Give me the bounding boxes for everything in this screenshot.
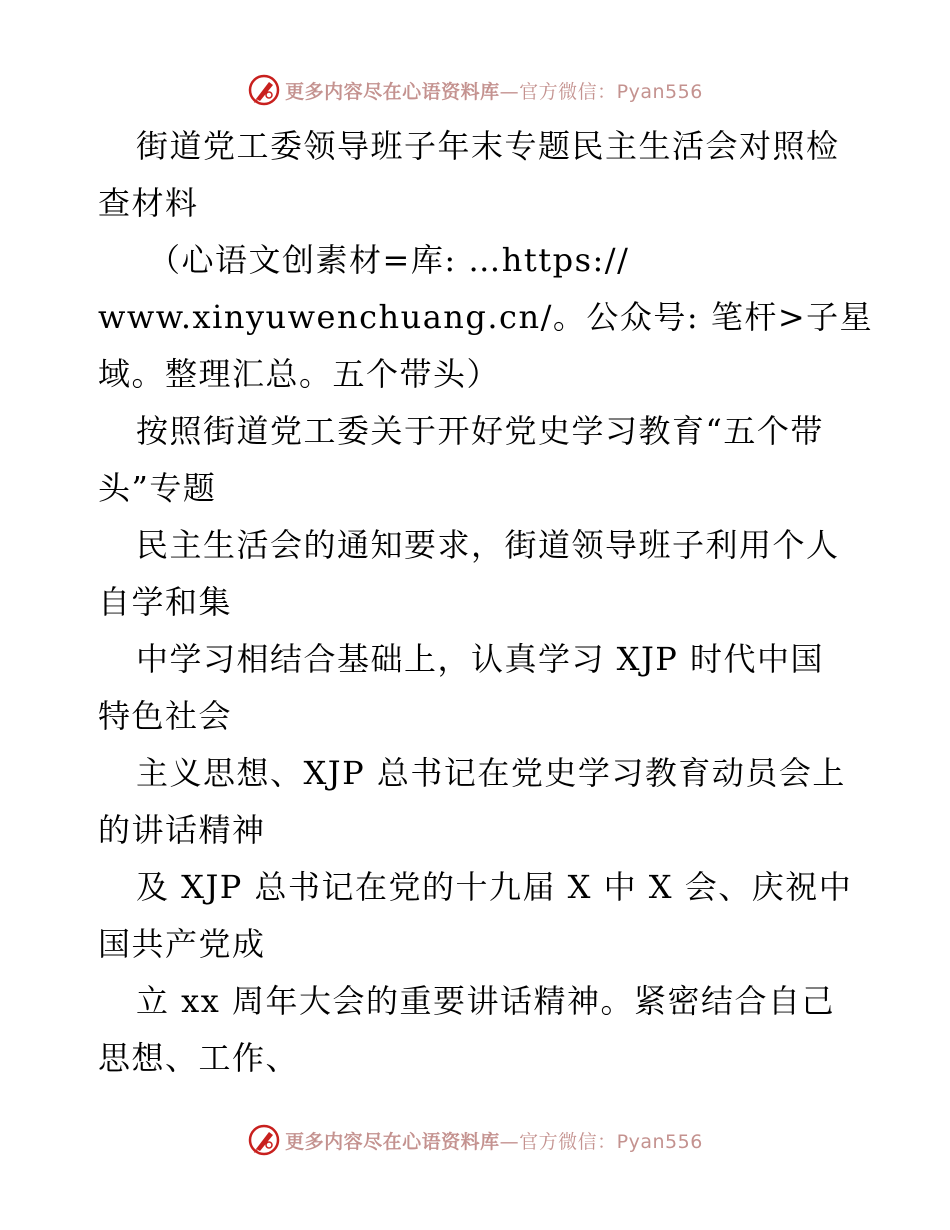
footer-watermark-banner <box>0 1120 950 1160</box>
document-text-line: 国共产党成 <box>98 925 266 963</box>
document-text-line: 主义思想、XJP 总书记在党史学习教育动员会上 <box>136 754 846 792</box>
document-text-line: 头”专题 <box>98 469 217 507</box>
pen-logo-icon <box>247 1123 281 1157</box>
document-text-line: 自学和集 <box>98 583 233 621</box>
document-text-line: （心语文创素材=库: …https:// <box>148 241 630 279</box>
document-text-line: 域。整理汇总。五个带头） <box>98 355 501 393</box>
document-title-line-2: 查材料 <box>98 184 199 222</box>
document-title-line-1: 街道党工委领导班子年末专题民主生活会对照检 <box>136 127 840 165</box>
header-watermark-banner <box>0 70 950 110</box>
document-text-line: www.xinyuwenchuang.cn/。公众号: 笔杆>子星 <box>98 298 874 336</box>
document-text-line: 按照街道党工委关于开好党史学习教育“五个带 <box>136 412 824 450</box>
document-text-line: 的讲话精神 <box>98 811 266 849</box>
pen-logo-icon <box>247 73 281 107</box>
document-text-line: 中学习相结合基础上，认真学习 XJP 时代中国 <box>136 640 824 678</box>
document-text-line: 立 xx 周年大会的重要讲话精神。紧密结合自己 <box>136 982 835 1020</box>
document-text-line: 民主生活会的通知要求，街道领导班子利用个人 <box>136 526 840 564</box>
banner-text: 更多内容尽在心语资料库—官方微信：Pyan556 <box>285 1130 703 1153</box>
document-text-line: 特色社会 <box>98 697 233 735</box>
banner-text: 更多内容尽在心语资料库—官方微信：Pyan556 <box>285 80 703 103</box>
document-text-line: 思想、工作、 <box>98 1039 300 1077</box>
document-text-line: 及 XJP 总书记在党的十九届 X 中 X 会、庆祝中 <box>136 868 853 906</box>
document-body <box>98 118 874 1087</box>
